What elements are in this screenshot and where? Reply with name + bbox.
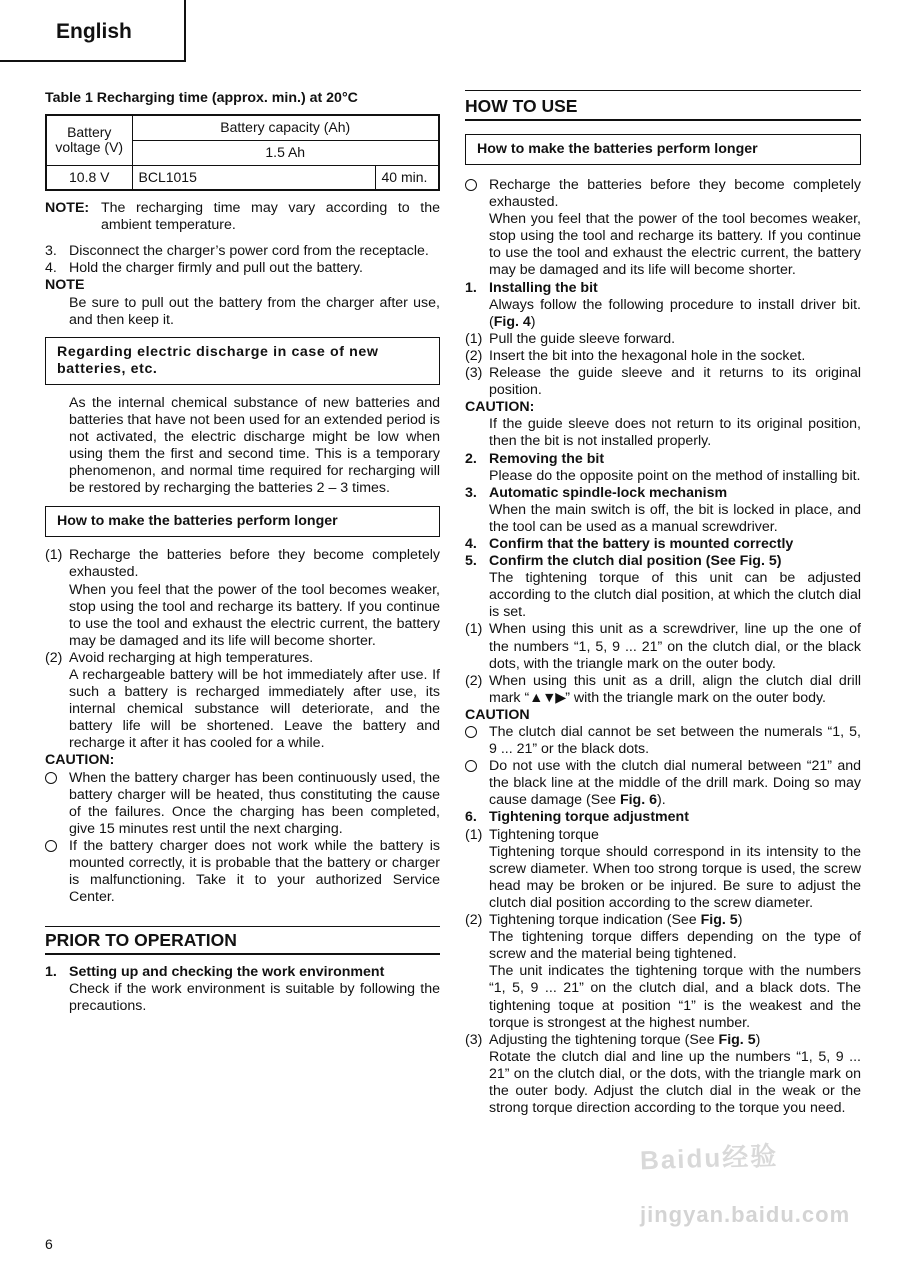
item-title: Tightening torque xyxy=(489,826,599,843)
circle-bullet-icon xyxy=(465,726,477,738)
caution-item-2 xyxy=(45,838,440,906)
caution-text-right: If the guide sleeve does not return to its original position, then the bit is not installed properly. xyxy=(489,416,861,450)
text-run: Adjusting the tightening torque (See xyxy=(489,1031,719,1048)
section-number: 6. xyxy=(465,809,477,826)
item-text: Recharge the batteries before they become completely exhausted. xyxy=(69,547,440,581)
text-run: ) xyxy=(737,912,743,929)
language-label: English xyxy=(56,20,132,43)
caution-label-right: CAUTION: xyxy=(465,399,535,416)
section-title: Confirm the clutch dial position (See Fig. 5) xyxy=(489,553,782,570)
item-text: The tightening torque differs depending on the type of screw and the material being tightened. xyxy=(489,929,861,963)
caution-text xyxy=(489,758,861,809)
discharge-heading: Regarding electric discharge in case of new batteries, etc. xyxy=(45,337,440,385)
section-2-title xyxy=(465,451,861,468)
item-text: Pull the guide sleeve forward. xyxy=(489,330,676,347)
capacity-value: 1.5 Ah xyxy=(132,140,439,165)
section-2-text: Please do the opposite point on the method of installing bit. xyxy=(489,467,861,484)
step-number: 4. xyxy=(45,260,57,277)
voltage-value: 10.8 V xyxy=(46,165,132,190)
circle-bullet-icon xyxy=(465,179,477,191)
section-5-title xyxy=(465,553,861,570)
recharge-intro xyxy=(465,177,861,280)
item-text xyxy=(489,673,861,707)
step-number: 3. xyxy=(45,243,57,260)
circle-bullet-icon xyxy=(45,840,57,852)
language-tab xyxy=(0,0,186,62)
figure-ref: Fig. 6 xyxy=(619,792,657,809)
battery-voltage-header: Battery voltage (V) xyxy=(46,115,132,165)
item-number: (2) xyxy=(465,672,483,689)
item-title xyxy=(489,912,861,929)
battery-capacity-header: Battery capacity (Ah) xyxy=(132,115,439,140)
note-recharge-time xyxy=(45,200,440,234)
item-number: (1) xyxy=(465,621,483,638)
item-text: Insert the bit into the hexagonal hole in the socket. xyxy=(489,347,806,364)
section-1-step-1 xyxy=(465,331,861,348)
page-number: 6 xyxy=(45,1236,53,1252)
perform-item-1 xyxy=(45,547,440,650)
section-1-step-3 xyxy=(465,365,861,399)
text-run: ) xyxy=(530,313,536,330)
item-number: (2) xyxy=(465,347,483,364)
text-run: ). xyxy=(657,792,666,809)
item-text: Avoid recharging at high temperatures. xyxy=(69,649,314,666)
text-run: ” with the triangle mark on the outer body. xyxy=(565,689,826,706)
section-title: Installing the bit xyxy=(489,279,598,296)
left-column xyxy=(45,90,440,1016)
section-5-item-2 xyxy=(465,673,861,707)
note-label: NOTE: xyxy=(45,200,90,217)
item-title xyxy=(489,1032,861,1049)
item-number: (3) xyxy=(465,365,483,382)
charge-time: 40 min. xyxy=(375,165,439,190)
item-text: When using this unit as a screwdriver, line up the one of the numbers “1, 5, 9 ... 21” on the clutch dial, or the black dots, with the triangle mark on the outer body. xyxy=(489,621,861,672)
item-number: (1) xyxy=(45,547,63,564)
caution-text: The clutch dial cannot be set between the numerals “1, 5, 9 ... 21” or the black dots. xyxy=(489,724,861,758)
item-text: When you feel that the power of the tool becomes weaker, stop using the tool and recharge its battery. If you continue to use the tool and exhaust the electric current, the battery may be damaged and its life will become shorter. xyxy=(69,581,440,649)
intro-text: Recharge the batteries before they become completely exhausted. xyxy=(489,177,861,211)
figure-ref: Fig. 5 xyxy=(718,1031,756,1048)
step-text: Hold the charger firmly and pull out the battery. xyxy=(69,260,363,277)
section-number: 1. xyxy=(465,279,477,296)
step-3 xyxy=(45,243,440,260)
item-text: A rechargeable battery will be hot immediately after use. If such a battery is recharged immediately after use, its internal chemical substance will deteriorate, and the battery life will be shortened. Leave the battery and recharge it after it has cooled for a while. xyxy=(69,666,440,752)
note-label-2: NOTE xyxy=(45,277,85,294)
section-5-item-1 xyxy=(465,621,861,672)
caution-label: CAUTION: xyxy=(45,752,115,769)
caution-text: If the battery charger does not work while the battery is mounted correctly, it is probable that the battery or charger is malfunctioning. Take it to your authorized Service Center. xyxy=(69,837,440,906)
perform-longer-heading: How to make the batteries perform longer xyxy=(45,506,440,537)
charger-model: BCL1015 xyxy=(132,165,375,190)
section-title: Tightening torque adjustment xyxy=(489,809,689,826)
recharge-time-table xyxy=(45,114,440,191)
right-column xyxy=(465,90,861,1117)
prior-item-1-text: Check if the work environment is suitable by following the precautions. xyxy=(69,981,440,1015)
item-text: The unit indicates the tightening torque with the numbers “1, 5, 9 ... 21” on the clutch dial, and a black dots. The tightening toque at position “1” is the weakest and the torque is strongest at the highest number. xyxy=(489,963,861,1031)
step-4 xyxy=(45,260,440,277)
item-number: (1) xyxy=(465,826,483,843)
item-text: Tightening torque should correspond in its intensity to the screw diameter. When too strong torque is used, the screw head may be broken or be injured. Be sure to adjust the clutch dial position according to the screw diameter. xyxy=(489,843,861,911)
section-number: 3. xyxy=(465,484,477,501)
perform-item-2 xyxy=(45,650,440,753)
table1-title: Table 1 Recharging time (approx. min.) at 20°C xyxy=(45,90,358,106)
caution-item-1 xyxy=(45,770,440,838)
section-number: 5. xyxy=(465,553,477,570)
item-number: (1) xyxy=(465,330,483,347)
caution2-item-2 xyxy=(465,758,861,809)
step-text: Disconnect the charger’s power cord from the receptacle. xyxy=(69,243,429,260)
section-5-text: The tightening torque of this unit can be adjusted according to the clutch dial position, at which the clutch dial is set. xyxy=(489,570,861,621)
item-number: (3) xyxy=(465,1031,483,1048)
item-text: Rotate the clutch dial and line up the numbers “1, 5, 9 ... 21” on the clutch dial, or the dots, with the triangle mark on the outer body. Adjust the clutch dial in the weak or the strong torque direction according to the torque you need. xyxy=(489,1048,861,1117)
section-1-text xyxy=(465,297,861,331)
note-text: The recharging time may vary according to the ambient temperature. xyxy=(101,200,440,234)
prior-item-1 xyxy=(45,964,440,981)
item-title: Setting up and checking the work environment xyxy=(69,964,385,981)
item-number: 1. xyxy=(45,964,57,981)
section-6-item-1 xyxy=(465,827,861,912)
caution2-item-1 xyxy=(465,724,861,758)
figure-ref: Fig. 4 xyxy=(493,313,531,330)
intro-text: When you feel that the power of the tool becomes weaker, stop using the tool and recharge its battery. If you continue to use the tool and exhaust the electric current, the battery may be damaged and its life will become shorter. xyxy=(489,211,861,279)
section-4-title xyxy=(465,536,861,553)
section-number: 2. xyxy=(465,450,477,467)
section-3-title xyxy=(465,485,861,502)
discharge-text: As the internal chemical substance of new batteries and batteries that have not been used for an extended period is not activated, the electric discharge might be low when using them the first and second time. This is a temporary phenomenon, and normal time required for recharging will be restored by recharging the batteries 2 – 3 times. xyxy=(69,394,440,497)
item-number: (2) xyxy=(465,912,483,929)
section-6-item-3 xyxy=(465,1032,861,1117)
section-6-title xyxy=(465,809,861,826)
caution-text: When the battery charger has been continuously used, the battery charger will be heated, thus constituting the cause of the failures. Once the charging has been completed, give 15 minutes rest until the next charging. xyxy=(69,769,440,837)
section-1-title xyxy=(465,280,861,297)
section-title: Confirm that the battery is mounted correctly xyxy=(489,535,794,552)
watermark-logo: Baidu经验 xyxy=(639,1140,779,1176)
figure-ref: Fig. 5 xyxy=(700,912,738,929)
text-run: ) xyxy=(755,1031,761,1048)
section-1-step-2 xyxy=(465,348,861,365)
section-number: 4. xyxy=(465,535,477,552)
circle-bullet-icon xyxy=(45,772,57,784)
item-number: (2) xyxy=(45,649,63,666)
text-run: Do not use with the clutch dial numeral between “21” and the black line at the middle of the drill mark. Doing so may cause damage (See xyxy=(489,758,861,809)
prior-to-operation-heading: PRIOR TO OPERATION xyxy=(45,926,440,955)
text-run: Tightening torque indication (See xyxy=(489,912,701,929)
how-to-use-heading: HOW TO USE xyxy=(465,90,861,121)
section-title: Automatic spindle-lock mechanism xyxy=(489,484,728,501)
section-3-text: When the main switch is off, the bit is locked in place, and the tool can be used as a manual screwdriver. xyxy=(489,501,861,535)
watermark-url: jingyan.baidu.com xyxy=(640,1202,851,1227)
section-6-item-2 xyxy=(465,912,861,1032)
section-title: Removing the bit xyxy=(489,450,605,467)
perform-longer-heading-right: How to make the batteries perform longer xyxy=(465,134,861,165)
circle-bullet-icon xyxy=(465,760,477,772)
item-text: Release the guide sleeve and it returns to its original position. xyxy=(489,365,861,399)
text-run: When using this unit as a drill, align the clutch dial drill mark “ xyxy=(489,672,861,706)
drill-mark-icon: ▲▼▶ xyxy=(529,689,566,706)
text-run: Always follow the following procedure to install driver bit. ( xyxy=(489,296,861,330)
note-text-2: Be sure to pull out the battery from the charger after use, and then keep it. xyxy=(69,294,440,328)
caution-label-2: CAUTION xyxy=(465,706,530,723)
